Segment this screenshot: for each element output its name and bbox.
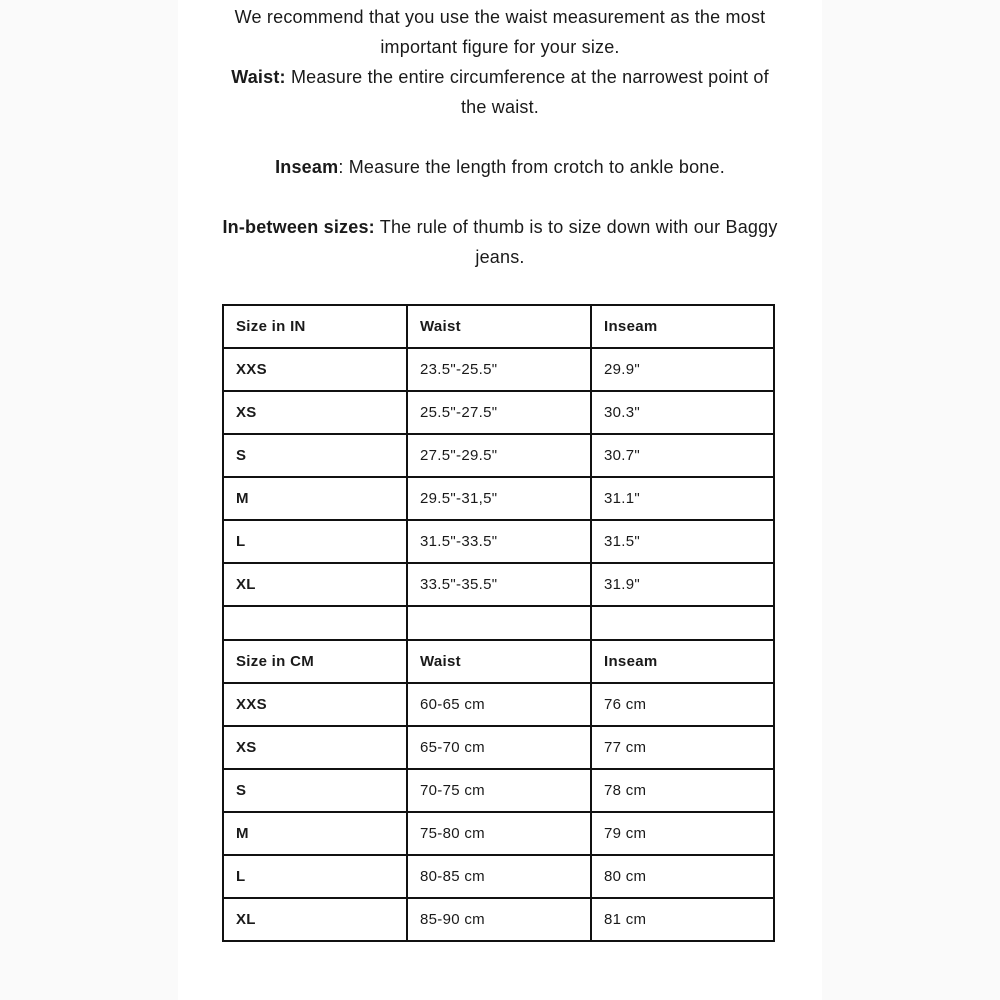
size-cell: L (223, 520, 407, 563)
waist-label: Waist: (231, 67, 286, 87)
size-cell: XS (223, 726, 407, 769)
between-sizes-text: The rule of thumb is to size down with our Baggy (374, 217, 778, 237)
table-row (223, 898, 774, 941)
size-cell: XS (223, 391, 407, 434)
size-cell: M (223, 477, 407, 520)
size-cell: L (223, 855, 407, 898)
waist-cell: 33.5"-35.5" (407, 563, 591, 606)
inseam-cell: 77 cm (591, 726, 774, 769)
size-cell: XXS (223, 683, 407, 726)
empty-cell (223, 606, 407, 640)
table-row (223, 726, 774, 769)
table-spacer-row (223, 606, 774, 640)
waist-cell: 25.5"-27.5" (407, 391, 591, 434)
waist-instruction-cont: the waist. (460, 97, 540, 117)
size-cell: XL (223, 563, 407, 606)
inseam-cell: 31.9" (591, 563, 774, 606)
size-cell: XXS (223, 348, 407, 391)
table-header-cell: Waist (407, 305, 591, 348)
waist-cell: 31.5"-33.5" (407, 520, 591, 563)
table-header-cell: Size in CM (223, 640, 407, 683)
table-header-cell: Size in IN (223, 305, 407, 348)
table-row (223, 855, 774, 898)
size-cell: S (223, 769, 407, 812)
table-header-cell: Inseam (591, 640, 774, 683)
inseam-cell: 31.5" (591, 520, 774, 563)
waist-cell: 80-85 cm (407, 855, 591, 898)
between-sizes-instruction (0, 212, 1000, 242)
table-header-cell: Waist (407, 640, 591, 683)
inseam-cell: 80 cm (591, 855, 774, 898)
waist-cell: 29.5"-31,5" (407, 477, 591, 520)
table-row (223, 812, 774, 855)
table-header-row (223, 640, 774, 683)
table-row (223, 348, 774, 391)
waist-cell: 70-75 cm (407, 769, 591, 812)
table-row (223, 769, 774, 812)
empty-cell (591, 606, 774, 640)
intro-line: important figure for your size. (380, 37, 620, 57)
inseam-cell: 30.7" (591, 434, 774, 477)
table-header-row (223, 305, 774, 348)
waist-cell: 27.5"-29.5" (407, 434, 591, 477)
waist-cell: 75-80 cm (407, 812, 591, 855)
between-sizes-instruction-cont: jeans. (475, 247, 525, 267)
empty-cell (407, 606, 591, 640)
table-row (223, 477, 774, 520)
between-sizes-label: In-between sizes: (222, 217, 375, 237)
table-row (223, 520, 774, 563)
waist-cell: 85-90 cm (407, 898, 591, 941)
size-chart-table (222, 304, 775, 942)
table-row (223, 683, 774, 726)
size-cell: S (223, 434, 407, 477)
inseam-instruction (0, 152, 1000, 182)
size-cell: M (223, 812, 407, 855)
inseam-cell: 78 cm (591, 769, 774, 812)
table-row (223, 434, 774, 477)
waist-text: Measure the entire circumference at the narrowest point of (285, 67, 769, 87)
waist-cell: 65-70 cm (407, 726, 591, 769)
inseam-cell: 30.3" (591, 391, 774, 434)
intro-line: We recommend that you use the waist measurement as the most (234, 7, 766, 27)
table-row (223, 563, 774, 606)
waist-cell: 60-65 cm (407, 683, 591, 726)
inseam-label: Inseam (275, 157, 339, 177)
inseam-cell: 31.1" (591, 477, 774, 520)
table-row (223, 391, 774, 434)
inseam-cell: 29.9" (591, 348, 774, 391)
table-header-cell: Inseam (591, 305, 774, 348)
waist-instruction (0, 62, 1000, 92)
waist-cell: 23.5"-25.5" (407, 348, 591, 391)
inseam-cell: 76 cm (591, 683, 774, 726)
size-cell: XL (223, 898, 407, 941)
inseam-cell: 81 cm (591, 898, 774, 941)
inseam-cell: 79 cm (591, 812, 774, 855)
inseam-text: : Measure the length from crotch to ankle bone. (338, 157, 725, 177)
